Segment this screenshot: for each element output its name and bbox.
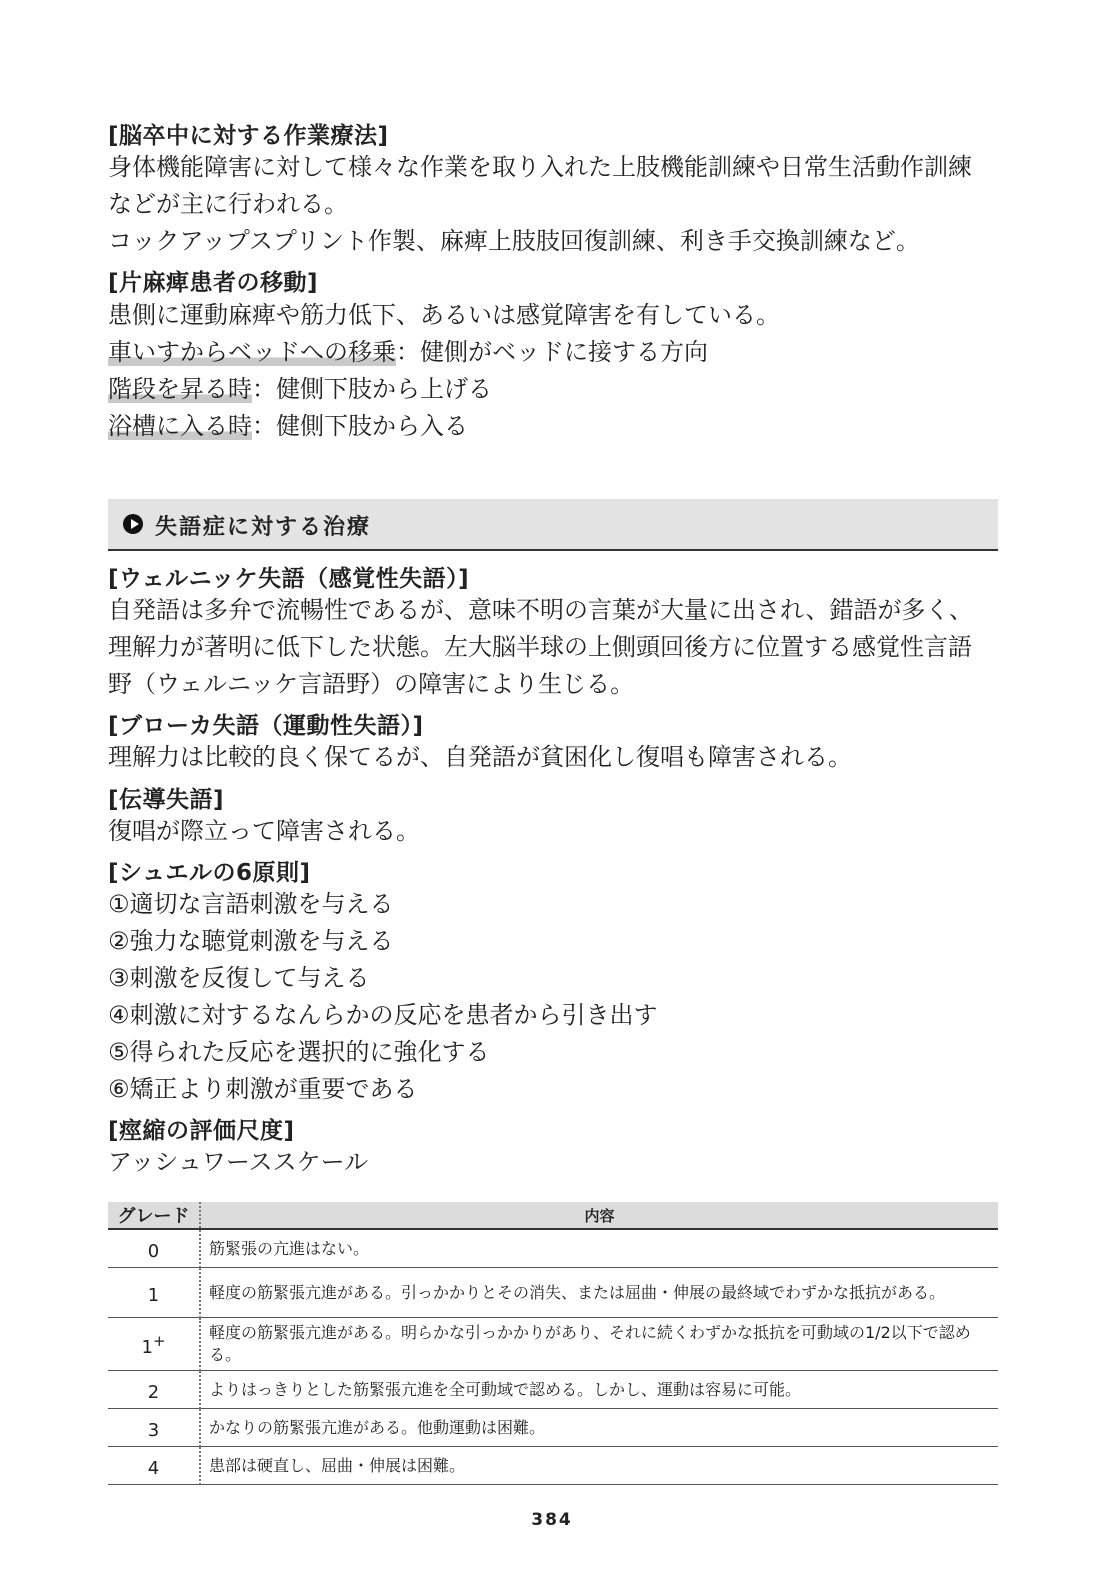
item-text: ：健側がベッドに接する方向 (396, 338, 708, 366)
description-cell: 患部は硬直し、屈曲・伸展は困難。 (200, 1447, 998, 1485)
heading-spasticity: [痙縮の評価尺度] (108, 1118, 295, 1144)
list-item: ④刺激に対するなんらかの反応を患者から引き出す (108, 1001, 658, 1029)
paragraph-line: 自発語は多弁で流暢性であるが、意味不明の言葉が大量に出され、錯語が多く、 (108, 596, 973, 624)
heading-broca: [ブローカ失語（運動性失語）] (108, 713, 424, 739)
heading-conduction: [伝導失語] (108, 787, 225, 813)
heading-hemiplegia: [片麻痺患者の移動] (108, 270, 319, 296)
heading-stroke-ot: [脳卒中に対する作業療法] (108, 123, 389, 149)
grade-cell: 4 (108, 1447, 200, 1485)
paragraph-line: コックアップスプリント作製、麻痺上肢肢回復訓練、利き手交換訓練など。 (108, 227, 920, 255)
paragraph-line: 患側に運動麻痺や筋力低下、あるいは感覚障害を有している。 (108, 301, 780, 329)
table-row (108, 1371, 998, 1409)
description-cell: 筋緊張の亢進はない。 (200, 1229, 998, 1268)
table-row (108, 1268, 998, 1318)
grade-cell: 0 (108, 1229, 200, 1268)
table-row (108, 1409, 998, 1447)
description-cell: 軽度の筋緊張亢進がある。引っかかりとその消失、または屈曲・伸展の最終域でわずかな抵抗がある。 (200, 1268, 998, 1318)
table-row (108, 1447, 998, 1485)
list-item: ⑤得られた反応を選択的に強化する (108, 1038, 490, 1066)
section-header (108, 499, 998, 551)
column-header-grade: グレード (108, 1202, 200, 1229)
page-number: 384 (531, 1510, 573, 1530)
transfer-item (108, 334, 998, 371)
transfer-item (108, 408, 998, 445)
ashworth-table (108, 1202, 998, 1485)
list-item: ⑥矯正より刺激が重要である (108, 1075, 418, 1103)
table-row (108, 1318, 998, 1371)
paragraph-line: 野（ウェルニッケ言語野）の障害により生じる。 (108, 670, 635, 698)
item-text: ：健側下肢から上げる (252, 375, 492, 403)
list-item: ①適切な言語刺激を与える (108, 890, 394, 918)
heading-wernicke: [ウェルニッケ失語（感覚性失語）] (108, 566, 470, 592)
scale-name: アッシュワーススケール (108, 1148, 369, 1176)
paragraph-line: 身体機能障害に対して様々な作業を取り入れた上肢機能訓練や日常生活動作訓練 (108, 153, 972, 181)
grade-cell: 1 (108, 1268, 200, 1318)
description-cell: かなりの筋緊張亢進がある。他動運動は困難。 (200, 1409, 998, 1447)
grade-cell: 1+ (108, 1318, 200, 1371)
heading-schuell: [シュエルの6原則] (108, 860, 311, 886)
column-header-content: 内容 (200, 1202, 998, 1229)
grade-cell: 2 (108, 1371, 200, 1409)
table-row (108, 1229, 998, 1268)
grade-cell: 3 (108, 1409, 200, 1447)
list-item: ②強力な聴覚刺激を与える (108, 927, 394, 955)
section-title: 失語症に対する治療 (155, 515, 372, 540)
paragraph-line: などが主に行われる。 (108, 190, 348, 218)
item-text: ：健側下肢から入る (252, 412, 468, 440)
list-item: ③刺激を反復して与える (108, 964, 370, 992)
highlighted-term: 浴槽に入る時 (108, 412, 252, 440)
play-circle-icon (123, 514, 143, 534)
highlighted-term: 階段を昇る時 (108, 375, 252, 403)
highlighted-term: 車いすからベッドへの移乗 (108, 338, 396, 366)
transfer-item (108, 371, 998, 408)
paragraph-line: 復唱が際立って障害される。 (108, 817, 420, 845)
paragraph-line: 理解力が著明に低下した状態。左大脳半球の上側頭回後方に位置する感覚性言語 (108, 633, 972, 661)
description-cell: 軽度の筋緊張亢進がある。明らかな引っかかりがあり、それに続くわずかな抵抗を可動域の1/2以下で認める。 (200, 1318, 998, 1371)
description-cell: よりはっきりとした筋緊張亢進を全可動域で認める。しかし、運動は容易に可能。 (200, 1371, 998, 1409)
table-header-row (108, 1202, 998, 1229)
paragraph-line: 理解力は比較的良く保てるが、自発語が貧困化し復唱も障害される。 (108, 743, 852, 771)
